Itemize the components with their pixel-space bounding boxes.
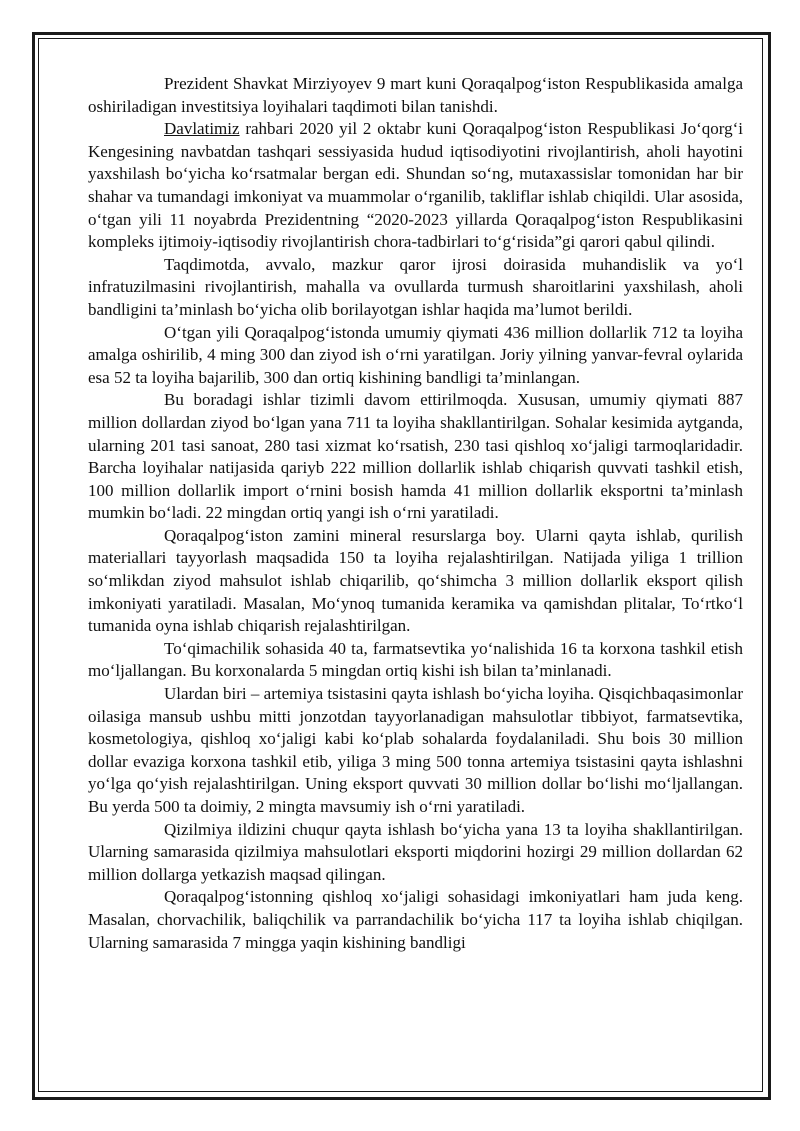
document-body (88, 73, 743, 954)
paragraph-8: Ulardan biri – artemiya tsistasini qayta ishlash bo‘yicha loyiha. Qisqichbaqasimonlar oilasiga mansub ushbu mitti jonzotdan tayyorlanadigan mahsulotlar tibbiyot, farmatsevtika, kosmetologiya, qishloq xo‘jaligi kabi ko‘plab sohalarda foydalaniladi. Shu bois 30 million dollar evaziga korxona tashkil etib, yiliga 3 ming 500 tonna artemiya tsistasini qayta ishlashni yo‘lga qo‘yish rejalashtirilgan. Uning eksport quvvati 30 million dollar bo‘lishi mo‘ljallangan. Bu yerda 500 ta doimiy, 2 mingta mavsumiy ish o‘rni yaratiladi. (88, 684, 743, 816)
paragraph-10: Qoraqalpog‘istonning qishloq xo‘jaligi sohasidagi imkoniyatlari ham juda keng. Masalan, chorvachilik, baliqchilik va parrandachilik bo‘yicha 117 ta loyiha ishlab chiqilgan. Ularning samarasida 7 mingga yaqin kishining bandligi (88, 887, 743, 952)
underlined-word: Davlatimiz (164, 119, 240, 139)
paragraph-9: Qizilmiya ildizini chuqur qayta ishlash bo‘yicha yana 13 ta loyiha shakllantirilgan. Ularning samarasida qizilmiya mahsulotlari eksporti miqdorini hozirgi 29 million dollardan 62 million dollarga yetkazish maqsad qilingan. (88, 819, 743, 884)
paragraph-7: To‘qimachilik sohasida 40 ta, farmatsevtika yo‘nalishida 16 ta korxona tashkil etish mo‘ljallangan. Bu korxonalarda 5 mingdan ortiq kishi ish bilan ta’minlanadi. (88, 638, 743, 681)
paragraph-3: Taqdimotda, avvalo, mazkur qaror ijrosi doirasida muhandislik va yo‘l infratuzilmasini rivojlantirish, mahalla va ovullarda turmush sharoitlarini yaxshilash, aholi bandligini ta’minlash bo‘yicha olib borilayotgan ishlar haqida ma’lumot berildi. (88, 254, 743, 319)
paragraph-2: Davlatimiz rahbari 2020 yil 2 oktabr kuni Qoraqalpog‘iston Respublikasi Jo‘qorg‘i Kengesining navbatdan tashqari sessiyasida hudud iqtisodiyotini rivojlantirish, aholi hayotini yaxshilash bo‘yicha ko‘rsatmalar bergan edi. Shundan so‘ng, mutaxassislar tomonidan har bir shahar va tumandagi imkoniyat va muammolar o‘rganilib, takliflar ishlab chiqildi. Ular asosida, o‘tgan yili 11 noyabrda Prezidentning “2020-2023 yillarda Qoraqalpog‘iston Respublikasini kompleks ijtimoiy-iqtisodiy rivojlantirish chora-tadbirlari to‘g‘risida”gi qarori qabul qilindi. (88, 119, 743, 252)
paragraph-6: Qoraqalpog‘iston zamini mineral resurslarga boy. Ularni qayta ishlab, qurilish materiallari tayyorlash maqsadida 150 ta loyiha rejalashtirilgan. Natijada yiliga 1 trillion so‘mlikdan ziyod mahsulot ishlab chiqarilib, qo‘shimcha 3 million dollarlik eksport qilish imkoniyati yaratiladi. Masalan, Mo‘ynoq tumanida keramika va qamishdan plitalar, To‘rtko‘l tumanida oyna ishlab chiqarish rejalashtirilgan. (88, 525, 743, 636)
paragraph-5: Bu boradagi ishlar tizimli davom ettirilmoqda. Xususan, umumiy qiymati 887 million dollardan ziyod bo‘lgan yana 711 ta loyiha shakllantirilgan. Sohalar kesimida aytganda, ularning 201 tasi sanoat, 280 tasi xizmat ko‘rsatish, 230 tasi qishloq xo‘jaligi tarmoqlaridadir. Barcha loyihalar natijasida qariyb 222 million dollarlik ishlab chiqarish quvvati tashkil etish, 100 million dollarlik import o‘rnini bosish hamda 41 million dollarlik eksportni ta’minlash mumkin bo‘ladi. 22 mingdan ortiq yangi ish o‘rni yaratiladi. (88, 390, 743, 523)
paragraph-4: O‘tgan yili Qoraqalpog‘istonda umumiy qiymati 436 million dollarlik 712 ta loyiha amalga oshirilib, 4 ming 300 dan ziyod ish o‘rni yaratilgan. Joriy yilning yanvar-fevral oylarida esa 52 ta loyiha bajarilib, 300 dan ortiq kishining bandligi ta’minlangan. (88, 322, 743, 387)
paragraph-1: Prezident Shavkat Mirziyoyev 9 mart kuni Qoraqalpog‘iston Respublikasida amalga oshiriladigan investitsiya loyihalari taqdimoti bilan tanishdi. (88, 74, 743, 116)
